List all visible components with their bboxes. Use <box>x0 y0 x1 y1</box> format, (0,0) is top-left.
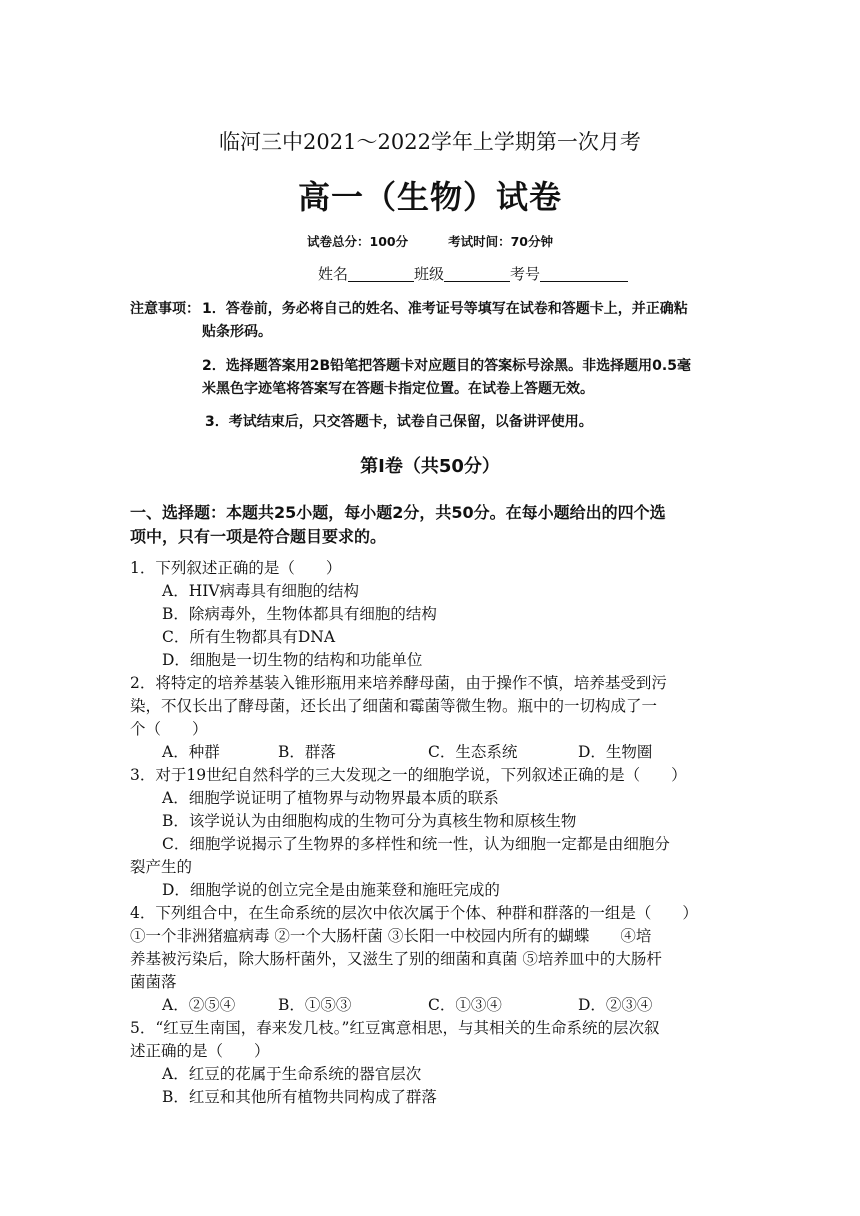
number-blank[interactable] <box>540 265 628 282</box>
question-4-items-line-2: 养基被污染后，除大肠杆菌外，又滋生了别的细菌和真菌 ⑤培养皿中的大肠杆 <box>130 950 662 968</box>
exam-meta <box>0 232 860 250</box>
question-3-option-b: B．该学说认为由细胞构成的生物可分为真核生物和原核生物 <box>162 812 577 830</box>
question-2-option-d: D．生物圈 <box>578 743 653 761</box>
note-2-line-2: 米黑色字迹笔将答案写在答题卡指定位置。在试卷上答题无效。 <box>202 381 594 397</box>
question-1-option-b: B．除病毒外，生物体都具有细胞的结构 <box>162 605 437 623</box>
note-3: 3．考试结束后，只交答题卡，试卷自己保留，以备讲评使用。 <box>205 414 593 430</box>
question-2-option-a: A．种群 <box>162 743 220 761</box>
class-blank[interactable] <box>444 265 510 282</box>
question-3-option-c-line-2: 裂产生的 <box>130 858 193 876</box>
exam-title: 临河三中2021～2022学年上学期第一次月考 <box>219 130 641 154</box>
question-2-stem-line-1: 2．将特定的培养基装入锥形瓶用来培养酵母菌，由于操作不慎，培养基受到污 <box>130 674 667 692</box>
question-3-option-d: D．细胞学说的创立完全是由施莱登和施旺完成的 <box>162 881 500 899</box>
question-1-stem: 1．下列叙述正确的是（ ） <box>130 559 342 577</box>
question-4-option-c: C．①③④ <box>428 996 502 1014</box>
question-5-stem-line-1: 5．“红豆生南国，春来发几枝。”红豆寓意相思，与其相关的生命系统的层次叙 <box>130 1019 660 1037</box>
section-title: 第Ⅰ卷（共50分） <box>360 456 500 477</box>
question-5-option-b: B．红豆和其他所有植物共同构成了群落 <box>162 1088 437 1106</box>
question-2-stem-line-2: 染，不仅长出了酵母菌，还长出了细菌和霉菌等微生物。瓶中的一切构成了一 <box>130 697 658 715</box>
note-1-line-2: 贴条形码。 <box>202 324 272 340</box>
section-instruction-line-2: 项中，只有一项是符合题目要求的。 <box>130 527 387 546</box>
note-1-line-1: 1．答卷前，务必将自己的姓名、准考证号等填写在试卷和答题卡上，并正确粘 <box>202 301 688 317</box>
student-info-line <box>318 263 628 284</box>
question-4-option-a: A．②⑤④ <box>162 996 236 1014</box>
question-3-stem: 3．对于19世纪自然科学的三大发现之一的细胞学说，下列叙述正确的是（ ） <box>130 766 687 784</box>
question-4-options <box>0 993 860 1015</box>
question-3-option-a: A．细胞学说证明了植物界与动物界最本质的联系 <box>162 789 499 807</box>
question-3-option-c-line-1: C．细胞学说揭示了生物界的多样性和统一性，认为细胞一定都是由细胞分 <box>162 835 670 853</box>
question-5-stem-line-2: 述正确的是（ ） <box>130 1042 270 1060</box>
exam-subject-title: 高一（生物）试卷 <box>297 178 562 216</box>
question-4-option-d: D．②③④ <box>578 996 653 1014</box>
question-4-stem: 4．下列组合中，在生命系统的层次中依次属于个体、种群和群落的一组是（ ） <box>130 904 698 922</box>
total-score: 试卷总分：100分 <box>307 234 409 249</box>
class-label: 班级 <box>414 265 445 283</box>
section-instruction-line-1: 一、选择题：本题共25小题，每小题2分，共50分。在每小题给出的四个选 <box>130 503 666 522</box>
note-2-line-1: 2．选择题答案用2B铅笔把答题卡对应题目的答案标号涂黑。非选择题用0.5毫 <box>202 358 691 374</box>
question-2-stem-line-3: 个（ ） <box>130 720 208 738</box>
question-2-option-b: B．群落 <box>278 743 336 761</box>
notes-label: 注意事项： <box>130 301 200 317</box>
question-4-items-line-3: 菌菌落 <box>130 973 177 991</box>
question-2-option-c: C．生态系统 <box>428 743 518 761</box>
exam-time: 考试时间：70分钟 <box>448 234 553 249</box>
question-5-option-a: A．红豆的花属于生命系统的器官层次 <box>162 1065 422 1083</box>
name-blank[interactable] <box>348 265 414 282</box>
name-label: 姓名 <box>318 265 349 283</box>
question-1-option-c: C．所有生物都具有DNA <box>162 628 336 646</box>
question-1-option-d: D．细胞是一切生物的结构和功能单位 <box>162 651 423 669</box>
question-4-items-line-1: ①一个非洲猪瘟病毒 ②一个大肠杆菌 ③长阳一中校园内所有的蝴蝶 ④培 <box>130 927 652 945</box>
question-1-option-a: A．HIV病毒具有细胞的结构 <box>162 582 360 600</box>
question-2-options <box>0 740 860 762</box>
number-label: 考号 <box>510 265 541 283</box>
question-4-option-b: B．①⑤③ <box>278 996 352 1014</box>
